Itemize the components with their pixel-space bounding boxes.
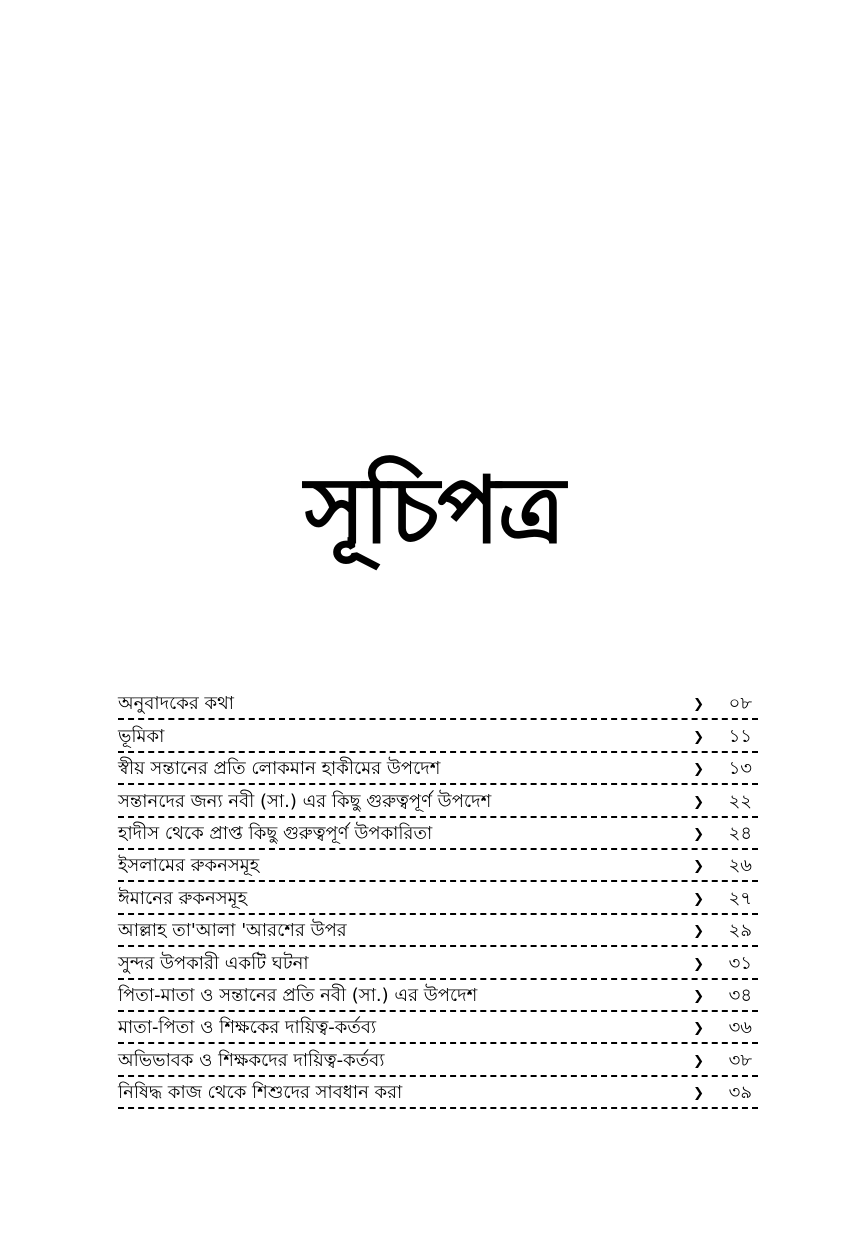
page-title: সূচিপত্র (304, 456, 564, 564)
toc-entry-page: ০৮ (725, 693, 752, 715)
toc-entry-label: সুন্দর উপকারী একটি ঘটনা (118, 953, 315, 975)
toc-entry-page: ২৭ (725, 888, 752, 910)
toc-entry-label: স্বীয় সন্তানের প্রতি লোকমান হাকীমের উপদেশ (118, 758, 446, 780)
toc-entry (118, 753, 758, 785)
chevron-right-icon: ❯ (693, 891, 704, 907)
chevron-right-icon: ❯ (693, 762, 704, 778)
toc-entry (118, 818, 758, 850)
chevron-right-icon: ❯ (693, 924, 704, 940)
toc-entry-label: পিতা-মাতা ও সন্তানের প্রতি নবী (সা.) এর উপদেশ (118, 985, 483, 1007)
table-of-contents (118, 688, 758, 1109)
chevron-right-icon: ❯ (693, 794, 704, 810)
toc-entry (118, 947, 758, 979)
chevron-right-icon: ❯ (693, 956, 704, 972)
toc-entry (118, 1077, 758, 1109)
toc-entry-label: আল্লাহ তা'আলা 'আরশের উপর (118, 920, 353, 942)
chevron-right-icon: ❯ (693, 826, 704, 842)
toc-entry-page: ১৩ (725, 758, 752, 780)
toc-entry-page: ২২ (725, 791, 752, 813)
toc-entry-label: হাদীস থেকে প্রাপ্ত কিছু গুরুত্বপূর্ণ উপকারিতা (118, 823, 438, 845)
toc-entry (118, 850, 758, 882)
toc-entry (118, 980, 758, 1012)
chevron-right-icon: ❯ (693, 697, 704, 713)
toc-entry (118, 915, 758, 947)
toc-entry-label: ইসলামের রুকনসমূহ (118, 855, 265, 877)
chevron-right-icon: ❯ (693, 729, 704, 745)
toc-entry (118, 688, 758, 720)
toc-entry-page: ৩৪ (725, 985, 752, 1007)
chevron-right-icon: ❯ (693, 859, 704, 875)
toc-entry-page: ২৬ (725, 855, 752, 877)
toc-entry-page: ১১ (725, 726, 752, 748)
toc-entry-page: ২৪ (725, 823, 752, 845)
toc-entry-label: অনুবাদকের কথা (118, 693, 240, 715)
toc-entry (118, 720, 758, 752)
chevron-right-icon: ❯ (693, 1086, 704, 1102)
toc-entry-page: ৩৮ (725, 1050, 752, 1072)
toc-entry (118, 1012, 758, 1044)
toc-entry-label: অভিভাবক ও শিক্ষকদের দায়িত্ব-কর্তব্য (118, 1050, 390, 1072)
toc-entry-label: মাতা-পিতা ও শিক্ষকের দায়িত্ব-কর্তব্য (118, 1017, 382, 1039)
toc-entry-page: ৩৯ (725, 1082, 752, 1104)
toc-entry (118, 1044, 758, 1076)
toc-entry-label: ঈমানের রুকনসমূহ (118, 888, 253, 910)
toc-entry-label: নিষিদ্ধ কাজ থেকে শিশুদের সাবধান করা (118, 1082, 408, 1104)
chevron-right-icon: ❯ (693, 988, 704, 1004)
toc-entry-page: ৩৬ (725, 1017, 752, 1039)
chevron-right-icon: ❯ (693, 1053, 704, 1069)
toc-entry-page: ২৯ (725, 920, 752, 942)
toc-entry-label: ভূমিকা (118, 726, 170, 748)
toc-entry (118, 785, 758, 817)
chevron-right-icon: ❯ (693, 1021, 704, 1037)
toc-entry (118, 882, 758, 914)
toc-entry-page: ৩১ (725, 953, 752, 975)
toc-entry-label: সন্তানদের জন্য নবী (সা.) এর কিছু গুরুত্বপূর্ণ উপদেশ (118, 791, 497, 813)
